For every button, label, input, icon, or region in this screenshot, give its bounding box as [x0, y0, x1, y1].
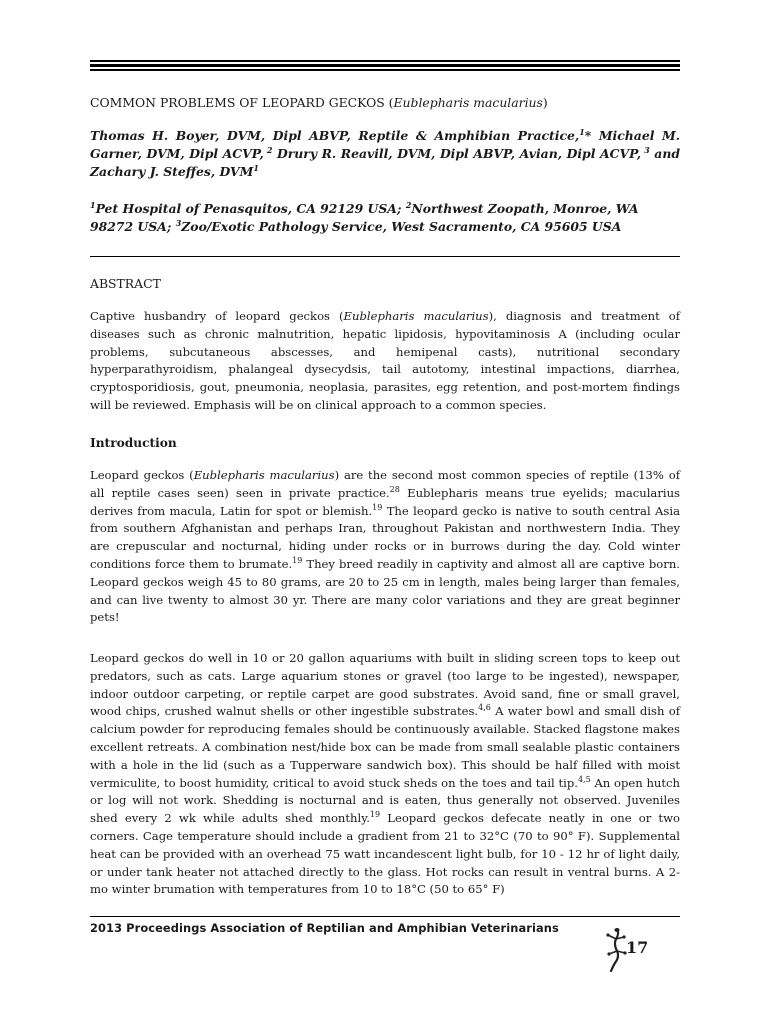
abstract-paragraph: Captive husbandry of leopard geckos (Eublepharis macularius), diagnosis and treatment of diseases such as chronic malnutrition, hepatic lipidosis, hypovitaminosis A (including ocular problems, subcutaneous abscesses, and hemipenal casts), nutritional secondary hyperparathyroidism, phalangeal dysecydsis, tail autotomy, intestinal impactions, diarrhea, cryptosporidiosis, gout, pneumonia, neoplasia, parasites, egg retention, and post-mortem findings will be reviewed. Emphasis will be on clinical approach to a common species. — [90, 309, 680, 412]
abstract-heading: ABSTRACT — [90, 276, 161, 291]
footer-proceedings: 2013 Proceedings Association of Reptilian and Amphibian Veterinarians — [90, 921, 559, 935]
page-number: 17 — [626, 938, 649, 957]
section-divider — [90, 256, 680, 257]
introduction-heading: Introduction — [90, 436, 177, 450]
paper-title: COMMON PROBLEMS OF LEOPARD GECKOS (Eublepharis macularius) — [90, 95, 548, 110]
paper-page — [90, 0, 680, 1024]
header-triple-rule — [90, 60, 680, 72]
introduction-paragraph-2: Leopard geckos do well in 10 or 20 gallon aquariums with built in sliding screen tops to keep out predators, such as cats. Large aquarium stones or gravel (too large to be ingested), newspaper, indoor outdoor carpeting, or reptile carpet are good substrates. Avoid sand, fine or small gravel, wood chips, crushed walnut shells or other ingestible substrates.$^{4,6}$ A water bowl and small dish of calcium powder for reproducing females should be continuously available. Stacked flagstone makes excellent retreats. A combination nest/hide box can be made from small sealable plastic containers with a hole in the lid (such as a Tupperware sandwich box). This should be half filled with moist vermiculite, to boost humidity, critical to avoid stuck sheds on the toes and tail tip.$^{4,5}$ An open hutch or log will not work. Shedding is nocturnal and is eaten, thus generally not observed. Juveniles shed every 2 wk while adults shed monthly.$^{19}$ Leopard geckos defecate neatly in one or two corners. Cage temperature should include a gradient from 21 to 32°C (70 to 90° F). Supplemental heat can be provided with an overhead 75 watt incandescent light bulb, for 10 - 12 hr of light daily, or under tank heater not attached directly to the glass. Hot rocks can result in ventral burns. A 2-mo winter brumation with temperatures from 10 to 18°C (50 to 65° F) — [90, 651, 680, 897]
introduction-paragraph-1: Leopard geckos (Eublepharis macularius) are the second most common species of reptile (13% of all reptile cases seen) seen in private practice.$^{28}$ Eublepharis means true eyelids; macularius derives from macula, Latin for spot or blemish.$^{19}$ The leopard gecko is native to south central Asia from southern Afghanistan and perhaps Iran, throughout Pakistan and northwestern India. They are crepuscular and nocturnal, hiding under rocks or in burrows during the day. Cold winter conditions force them to brumate.$^{19}$ They breed readily in captivity and almost all are captive born. Leopard geckos weigh 45 to 80 grams, are 20 to 25 cm in length, males being larger than females, and can live twenty to almost 30 yr. There are many color variations and they are great beginner pets! — [90, 468, 681, 625]
author-list: Thomas H. Boyer, DVM, Dipl ABVP, Reptile & Amphibian Practice,$^1$* Michael M. Garner, DVM, Dipl ACVP, $^2$ Drury R. Reavill, DVM, Dipl ABVP, Avian, Dipl ACVP, $^3$ and Zachary J. Steffes, DVM$^1$ — [90, 126, 681, 179]
title-species: Eublepharis macularius — [393, 95, 543, 110]
footer-rule — [90, 916, 680, 917]
affiliations: $^1$Pet Hospital of Penasquitos, CA 92129 USA; $^2$Northwest Zoopath, Monroe, WA 98272 USA; $^3$Zoo/Exotic Pathology Service, West Sacramento, CA 95605 USA — [90, 199, 639, 234]
